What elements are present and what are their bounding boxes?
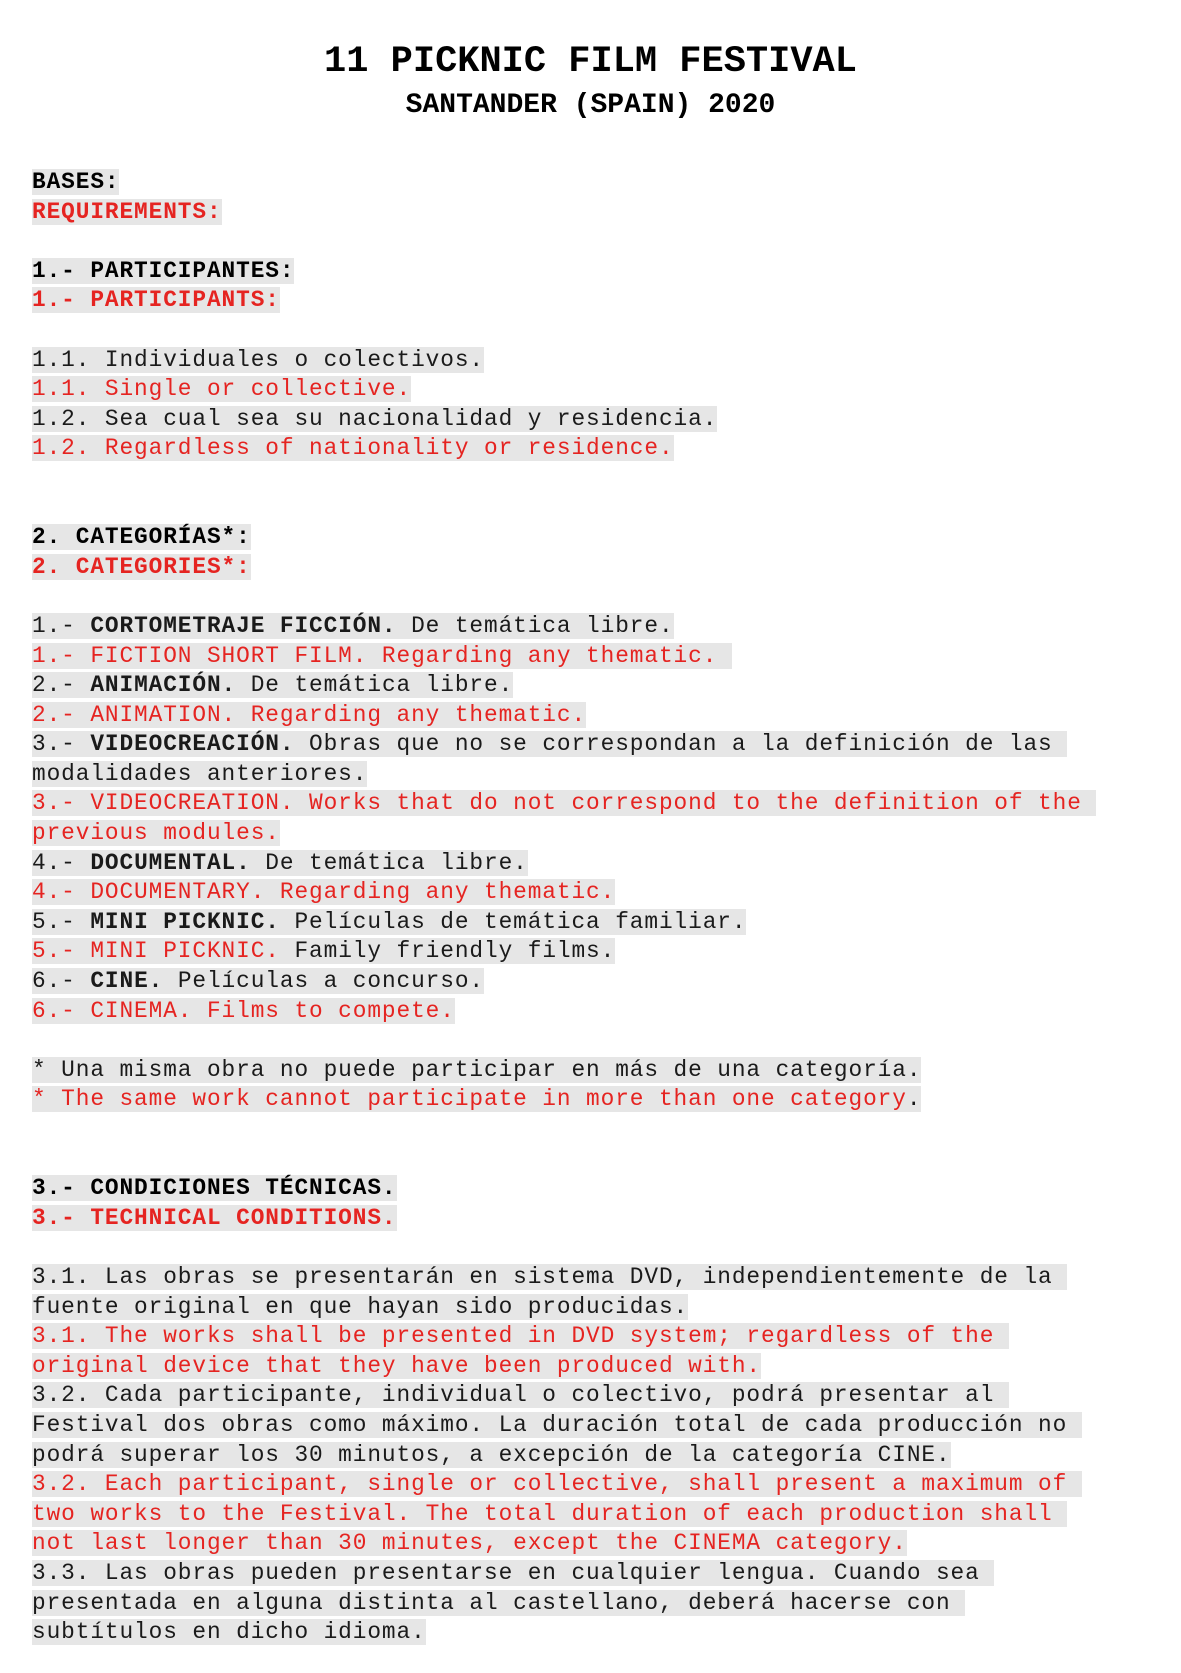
section1-item-es: 1.2. Sea cual sea su nacionalidad y residencia. <box>32 405 718 432</box>
category-item-es: 6.- CINE. Películas a concurso. <box>32 968 485 995</box>
document-subtitle: SANTANDER (SPAIN) 2020 <box>405 90 776 121</box>
paragraph-3-1-en: 3.1. The works shall be presented in DVD system; regardless of the <box>32 1323 1009 1350</box>
section1-item-es: 1.1. Individuales o colectivos. <box>32 346 484 373</box>
section1-item-en: 1.2. Regardless of nationality or residence. <box>32 435 674 462</box>
category-item-es: 2.- ANIMACIÓN. De temática libre. <box>32 672 514 699</box>
category-item-es: 4.- DOCUMENTAL. De temática libre. <box>32 849 528 876</box>
section2-heading-en: 2. CATEGORIES*: <box>32 553 251 580</box>
paragraph-3-2-es: podrá superar los 30 minutos, a excepción de la categoría CINE. <box>32 1441 951 1468</box>
category-note-es: * Una misma obra no puede participar en más de una categoría. <box>32 1056 922 1083</box>
document-body <box>32 168 1162 1648</box>
category-note-en: * The same work cannot participate in more than one category. <box>32 1086 922 1113</box>
category-item-en: 1.- FICTION SHORT FILM. Regarding any thematic. <box>32 642 732 669</box>
paragraph-3-1-en: original device that they have been produced with. <box>32 1352 762 1379</box>
paragraph-3-1-es: fuente original en que hayan sido producidas. <box>32 1293 689 1320</box>
paragraph-3-2-en: not last longer than 30 minutes, except the CINEMA category. <box>32 1530 907 1557</box>
category-item-en: 6.- CINEMA. Films to compete. <box>32 997 455 1024</box>
section3-heading-es: 3.- CONDICIONES TÉCNICAS. <box>32 1175 397 1202</box>
section1-heading-en: 1.- PARTICIPANTS: <box>32 287 280 314</box>
paragraph-3-3-es: 3.3. Las obras pueden presentarse en cualquier lengua. Cuando sea <box>32 1559 995 1586</box>
section3-heading-en: 3.- TECHNICAL CONDITIONS. <box>32 1204 397 1231</box>
bases-heading-es: BASES: <box>32 169 120 195</box>
section2-heading-es: 2. CATEGORÍAS*: <box>32 524 251 551</box>
bases-heading-en: REQUIREMENTS: <box>32 198 222 225</box>
category-item-es: 1.- CORTOMETRAJE FICCIÓN. De temática libre. <box>32 612 674 639</box>
category-item-es: 3.- VIDEOCREACIÓN. Obras que no se correspondan a la definición de las <box>32 731 1068 758</box>
paragraph-3-2-en: 3.2. Each participant, single or collective, shall present a maximum of <box>32 1471 1082 1498</box>
section1-heading-es: 1.- PARTICIPANTES: <box>32 257 295 284</box>
category-item-es-continued: modalidades anteriores. <box>32 760 368 787</box>
category-item-en: 5.- MINI PICKNIC. Family friendly films. <box>32 938 616 965</box>
category-item-en: 4.- DOCUMENTARY. Regarding any thematic. <box>32 879 616 906</box>
category-item-es: 5.- MINI PICKNIC. Películas de temática familiar. <box>32 908 747 935</box>
paragraph-3-3-es: presentada en alguna distinta al castellano, deberá hacerse con <box>32 1589 966 1616</box>
section1-item-en: 1.1. Single or collective. <box>32 376 412 403</box>
document-title: 11 PICKNIC FILM FESTIVAL <box>324 41 857 83</box>
paragraph-3-3-es: subtítulos en dicho idioma. <box>32 1619 426 1646</box>
paragraph-3-2-en: two works to the Festival. The total duration of each production shall <box>32 1500 1068 1527</box>
category-item-en: 3.- VIDEOCREATION. Works that do not correspond to the definition of the <box>32 790 1097 817</box>
paragraph-3-1-es: 3.1. Las obras se presentarán en sistema DVD, independientemente de la <box>32 1263 1068 1290</box>
paragraph-3-2-es: 3.2. Cada participante, individual o colectivo, podrá presentar al <box>32 1382 1009 1409</box>
category-item-en-continued: previous modules. <box>32 820 280 847</box>
category-item-en: 2.- ANIMATION. Regarding any thematic. <box>32 701 587 728</box>
paragraph-3-2-es: Festival dos obras como máximo. La duración total de cada producción no <box>32 1411 1082 1438</box>
